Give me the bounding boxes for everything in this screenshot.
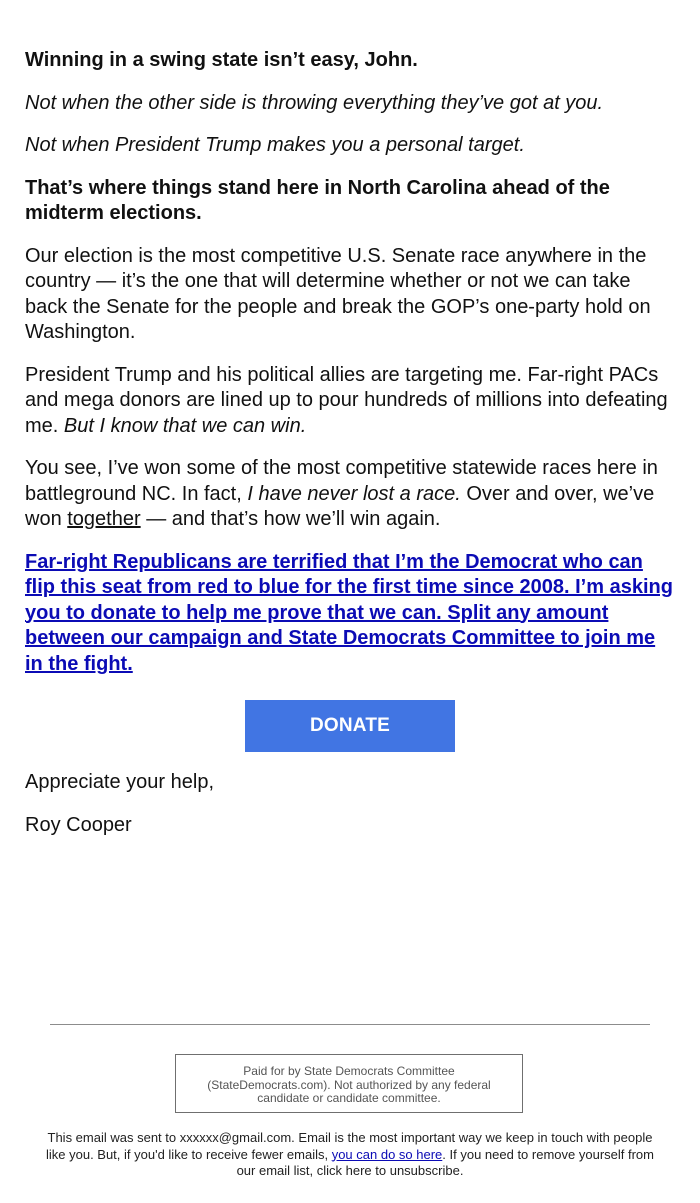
paragraph-record-text-a: You see, I’ve won some of the most competitive statewide races here in battleground NC. In fact, [25, 457, 658, 505]
paragraph-senate-race: Our election is the most competitive U.S. Senate race anywhere in the country — it’s the one that will determine whether or not we can take back the Senate for the people and break the GOP’s one-party hold on Washington. [25, 244, 651, 343]
donate-text-link[interactable]: Far-right Republicans are terrified that I’m the Democrat who can flip this seat from red to blue for the first time since 2008. I’m asking you to donate to help me prove that we can. Split any amount between our campaign and State Democrats Committee to join me in the fight. [25, 550, 673, 675]
fewer-emails-link[interactable]: you can do so here [331, 1146, 443, 1162]
sent-to-suffix: . Email is the most important way we keep in touch with people like you. But, if you'd like to receive fewer emails, [45, 1130, 653, 1162]
signature: Roy Cooper [25, 813, 132, 836]
paragraph-targeting-italic: But I know that we can win. [63, 414, 307, 437]
italic-line-2: Not when President Trump makes you a personal target. [25, 134, 525, 156]
closing: Appreciate your help, [25, 771, 215, 793]
paragraph-targeting [25, 363, 677, 440]
paragraph-record [25, 456, 677, 533]
paid-for-disclaimer: Paid for by State Democrats Committee (StateDemocrats.com). Not authorized by any federal candidate or candidate committee. [175, 1054, 523, 1113]
recipient-email: xxxxxx@gmail.com [179, 1130, 292, 1145]
greeting: Winning in a swing state isn’t easy, John. [25, 49, 418, 71]
paragraph-record-text-c: — and that’s how we’ll win again. [140, 508, 441, 530]
footer-text [40, 1130, 660, 1180]
unsubscribe-text[interactable]: . If you need to remove yourself from our email list, click here to unsubscribe. [236, 1146, 654, 1178]
paragraph-targeting-text: President Trump and his political allies are targeting me. Far-right PACs and mega donors are lined up to pour hundreds of millions into defeating me. [25, 363, 668, 437]
bold-statement: That’s where things stand here in North Carolina ahead of the midterm elections. [25, 176, 610, 224]
sent-to-prefix: This email was sent to [47, 1130, 180, 1145]
paragraph-record-italic: I have never lost a race. [247, 482, 461, 505]
footer-divider [50, 1024, 650, 1025]
paragraph-record-underlined: together [67, 508, 141, 530]
italic-line-1: Not when the other side is throwing everything they’ve got at you. [25, 91, 604, 114]
donate-button-wrap [0, 700, 700, 752]
donate-button[interactable]: DONATE [245, 700, 455, 752]
paragraph-record-text-b: Over and over, we’ve won [25, 482, 655, 530]
email-body [25, 48, 677, 838]
